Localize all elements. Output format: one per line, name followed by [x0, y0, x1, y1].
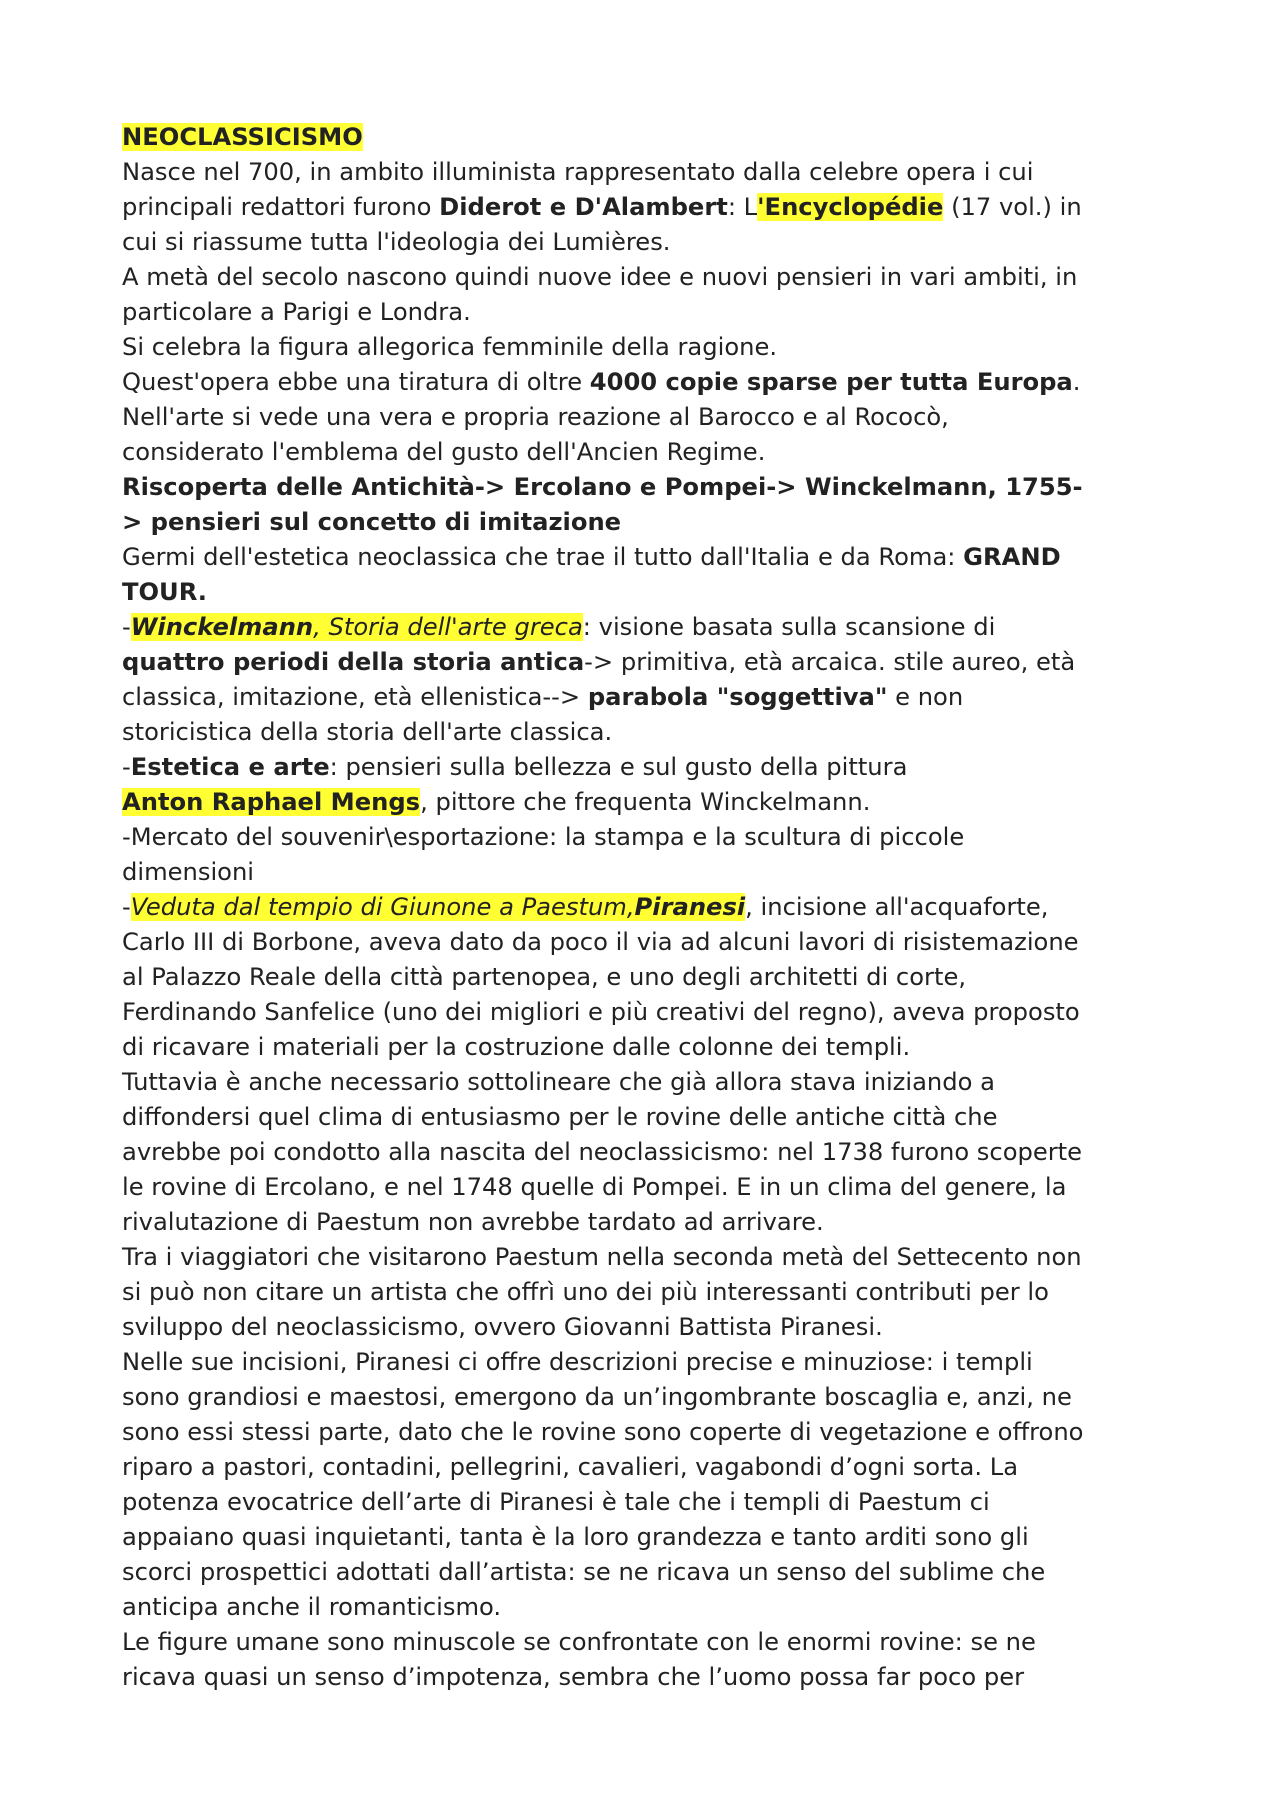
text-line	[122, 1065, 1162, 1100]
text-run: , pittore che frequenta Winckelmann.	[420, 788, 871, 816]
text-line	[122, 890, 1162, 925]
highlighted-text: Winckelmann	[130, 613, 314, 641]
text-line	[122, 1590, 1162, 1625]
text-run: riparo a pastori, contadini, pellegrini, cavalieri, vagabondi d’ogni sorta. La	[122, 1453, 1019, 1481]
text-line	[122, 330, 1162, 365]
text-line	[122, 1275, 1162, 1310]
text-run: quattro periodi della storia antica	[122, 648, 585, 676]
text-line	[122, 1415, 1162, 1450]
text-run: sviluppo del neoclassicismo, ovvero Giovanni Battista Piranesi.	[122, 1313, 883, 1341]
text-run: Nelle sue incisioni, Piranesi ci offre descrizioni precise e minuziose: i templi	[122, 1348, 1033, 1376]
text-line	[122, 1485, 1162, 1520]
text-run: : visione basata sulla scansione di	[582, 613, 996, 641]
text-line	[122, 925, 1162, 960]
text-run: di ricavare i materiali per la costruzione dalle colonne dei templi.	[122, 1033, 911, 1061]
text-line	[122, 680, 1162, 715]
text-run: -Mercato del souvenir\esportazione: la stampa e la scultura di piccole	[122, 823, 965, 851]
text-line	[122, 505, 1162, 540]
text-run: , incisione all'acquaforte,	[745, 893, 1049, 921]
highlighted-text: Veduta dal tempio di Giunone a Paestum,	[130, 893, 635, 921]
text-run: GRAND	[963, 543, 1061, 571]
text-run: > pensieri sul concetto di imitazione	[122, 508, 622, 536]
text-line	[122, 400, 1162, 435]
highlighted-text: , Storia dell'arte greca	[313, 613, 583, 641]
text-run: Estetica e arte	[130, 753, 330, 781]
text-run: dimensioni	[122, 858, 255, 886]
text-run: TOUR.	[122, 578, 207, 606]
text-run: Riscoperta delle Antichità-> Ercolano e Pompei-> Winckelmann, 1755-	[122, 473, 1083, 501]
document-title	[122, 120, 1162, 155]
text-line	[122, 1345, 1162, 1380]
text-line	[122, 750, 1162, 785]
text-line	[122, 540, 1162, 575]
text-run: scorci prospettici adottati dall’artista: se ne ricava un senso del sublime che	[122, 1558, 1046, 1586]
text-run: anticipa anche il romanticismo.	[122, 1593, 502, 1621]
text-run: Ferdinando Sanfelice (uno dei migliori e più creativi del regno), aveva proposto	[122, 998, 1080, 1026]
highlighted-text: Anton Raphael Mengs	[122, 788, 421, 816]
text-line	[122, 1520, 1162, 1555]
text-run: Tuttavia è anche necessario sottolineare che già allora stava iniziando a	[122, 1068, 995, 1096]
text-line	[122, 575, 1162, 610]
text-line	[122, 1100, 1162, 1135]
highlighted-text: NEOCLASSICISMO	[122, 123, 363, 151]
text-run: cui si riassume tutta l'ideologia dei Lumières.	[122, 228, 671, 256]
text-line	[122, 820, 1162, 855]
text-line	[122, 365, 1162, 400]
text-run: e non	[887, 683, 964, 711]
text-line	[122, 1555, 1162, 1590]
text-line	[122, 855, 1162, 890]
text-line	[122, 645, 1162, 680]
text-run: sono essi stessi parte, dato che le rovine sono coperte di vegetazione e offrono	[122, 1418, 1084, 1446]
text-run: -	[122, 893, 131, 921]
text-line	[122, 995, 1162, 1030]
text-line	[122, 715, 1162, 750]
text-line	[122, 155, 1162, 190]
text-run: A metà del secolo nascono quindi nuove idee e nuovi pensieri in vari ambiti, in	[122, 263, 1078, 291]
text-line	[122, 225, 1162, 260]
text-run: Germi dell'estetica neoclassica che trae il tutto dall'Italia e da Roma:	[122, 543, 964, 571]
text-run: : L	[727, 193, 758, 221]
text-run: particolare a Parigi e Londra.	[122, 298, 471, 326]
text-run: ricava quasi un senso d’impotenza, sembra che l’uomo possa far poco per	[122, 1663, 1025, 1691]
text-run: Nasce nel 700, in ambito illuminista rappresentato dalla celebre opera i cui	[122, 158, 1034, 186]
text-run: : pensieri sulla bellezza e sul gusto della pittura	[329, 753, 908, 781]
text-run: -	[122, 753, 131, 781]
text-line	[122, 1625, 1162, 1660]
text-line	[122, 295, 1162, 330]
text-run: principali redattori furono	[122, 193, 440, 221]
text-run: Quest'opera ebbe una tiratura di oltre	[122, 368, 590, 396]
text-line	[122, 1030, 1162, 1065]
text-run: Carlo III di Borbone, aveva dato da poco il via ad alcuni lavori di risistemazione	[122, 928, 1079, 956]
text-run: (17 vol.) in	[943, 193, 1082, 221]
text-run: al Palazzo Reale della città partenopea, e uno degli architetti di corte,	[122, 963, 967, 991]
text-run: Nell'arte si vede una vera e propria reazione al Barocco e al Rococò,	[122, 403, 949, 431]
text-run: parabola "soggettiva"	[587, 683, 888, 711]
text-run: classica, imitazione, età ellenistica-->	[122, 683, 588, 711]
text-run: -> primitiva, età arcaica. stile aureo, età	[584, 648, 1076, 676]
text-run: storicistica della storia dell'arte classica.	[122, 718, 613, 746]
text-line	[122, 1135, 1162, 1170]
text-line	[122, 190, 1162, 225]
text-run: considerato l'emblema del gusto dell'Ancien Regime.	[122, 438, 766, 466]
text-run: -	[122, 613, 131, 641]
text-run: Diderot e D'Alambert	[439, 193, 728, 221]
text-line	[122, 470, 1162, 505]
text-line	[122, 1205, 1162, 1240]
text-run: Tra i viaggiatori che visitarono Paestum nella seconda metà del Settecento non	[122, 1243, 1082, 1271]
text-run: Si celebra la figura allegorica femminile della ragione.	[122, 333, 778, 361]
text-line	[122, 1660, 1162, 1695]
highlighted-text: 'Encyclopédie	[757, 193, 944, 221]
text-line	[122, 785, 1162, 820]
highlighted-text: Piranesi	[634, 893, 746, 921]
text-line	[122, 610, 1162, 645]
text-line	[122, 1240, 1162, 1275]
text-run: .	[1072, 368, 1081, 396]
text-run: 4000 copie sparse per tutta Europa	[589, 368, 1073, 396]
text-run: avrebbe poi condotto alla nascita del neoclassicismo: nel 1738 furono scoperte	[122, 1138, 1083, 1166]
text-run: potenza evocatrice dell’arte di Piranesi è tale che i templi di Paestum ci	[122, 1488, 990, 1516]
text-run: diffondersi quel clima di entusiasmo per le rovine delle antiche città che	[122, 1103, 998, 1131]
document-body	[122, 120, 1162, 1695]
text-run: le rovine di Ercolano, e nel 1748 quelle di Pompei. E in un clima del genere, la	[122, 1173, 1067, 1201]
text-line	[122, 1310, 1162, 1345]
text-line	[122, 960, 1162, 995]
text-line	[122, 1450, 1162, 1485]
text-run: si può non citare un artista che offrì uno dei più interessanti contributi per lo	[122, 1278, 1049, 1306]
text-line	[122, 260, 1162, 295]
text-run: sono grandiosi e maestosi, emergono da un’ingombrante boscaglia e, anzi, ne	[122, 1383, 1072, 1411]
text-run: rivalutazione di Paestum non avrebbe tardato ad arrivare.	[122, 1208, 824, 1236]
text-line	[122, 435, 1162, 470]
text-run: appaiano quasi inquietanti, tanta è la loro grandezza e tanto arditi sono gli	[122, 1523, 1029, 1551]
text-line	[122, 1380, 1162, 1415]
text-line	[122, 1170, 1162, 1205]
text-run: Le figure umane sono minuscole se confrontate con le enormi rovine: se ne	[122, 1628, 1036, 1656]
